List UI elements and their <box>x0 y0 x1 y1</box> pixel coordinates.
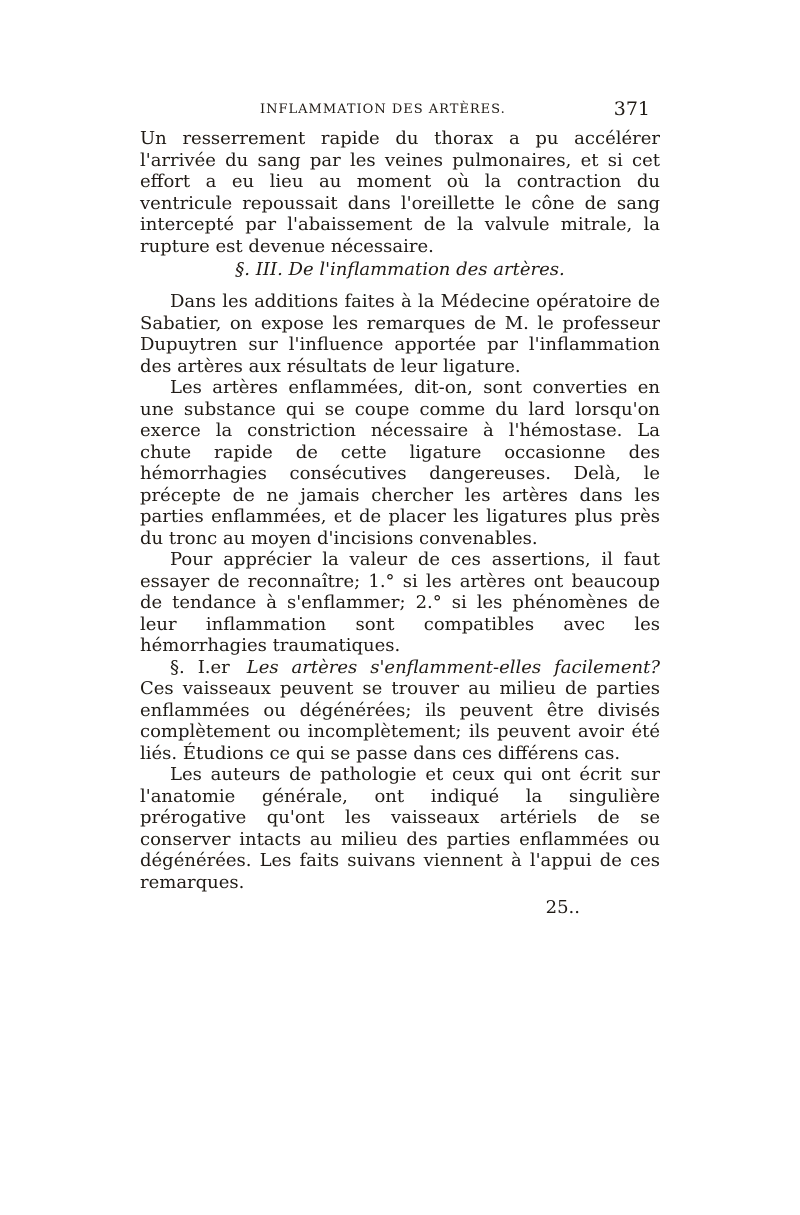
paragraph-5 <box>140 657 660 765</box>
page-number: 371 <box>613 98 650 120</box>
section-heading-text: §. III. De l'inflammation des artères. <box>235 259 565 280</box>
section-heading <box>140 259 660 281</box>
subsection-title: Les artères s'enflamment-elles facilement? <box>246 656 660 678</box>
paragraph-2: Dans les additions faites à la Médecine opératoire de Sabatier, on expose les remarques de M. le professeur Dupuytren sur l'influence apportée par l'inflammation des artères aux résultats de leur ligature. <box>140 291 660 377</box>
paragraph-3: Les artères enflammées, dit-on, sont converties en une substance qui se coupe comme du lard lorsqu'on exerce la constriction nécessaire à l'hémostase. La chute rapide de cette ligature occasionne des hémorrhagies consécutives dangereuses. Delà, le précepte de ne jamais chercher les artères dans les parties enflammées, et de placer les ligatures plus près du tronc au moyen d'incisions convenables. <box>140 377 660 549</box>
paragraph-4: Pour apprécier la valeur de ces assertions, il faut essayer de reconnaître; 1.° si les artères ont beaucoup de tendance à s'enflammer; 2.° si les phénomènes de leur inflammation sont compatibles avec les hémorrhagies traumatiques. <box>140 549 660 656</box>
paragraph-5-text: Ces vaisseaux peuvent se trouver au milieu de parties enflammées ou dégénérées; ils peuvent être divisés complètement ou incomplètement; ils peuvent avoir été liés. Étudions ce qui se passe dans ces différens cas. <box>140 678 660 764</box>
paragraph-1: Un resserrement rapide du thorax a pu accélérer l'arrivée du sang par les veines pulmonaires, et si cet effort a eu lieu au moment où la contraction du ventricule repoussait dans l'oreillette le cône de sang intercepté par l'abaissement de la valvule mitrale, la rupture est devenue nécessaire. <box>140 128 660 257</box>
paragraph-6: Les auteurs de pathologie et ceux qui ont écrit sur l'anatomie générale, ont indiqué la singulière prérogative qu'ont les vaisseaux artériels de se conserver intacts au milieu des parties enflammées ou dégénérées. Les faits suivans viennent à l'appui de ces remarques. <box>140 764 660 893</box>
subsection-sign: §. I.er <box>170 656 230 678</box>
text-block <box>140 98 660 919</box>
page-header <box>140 98 660 128</box>
running-head: INFLAMMATION DES ARTÈRES. <box>260 102 506 117</box>
signature-mark: 25.. <box>545 897 580 918</box>
